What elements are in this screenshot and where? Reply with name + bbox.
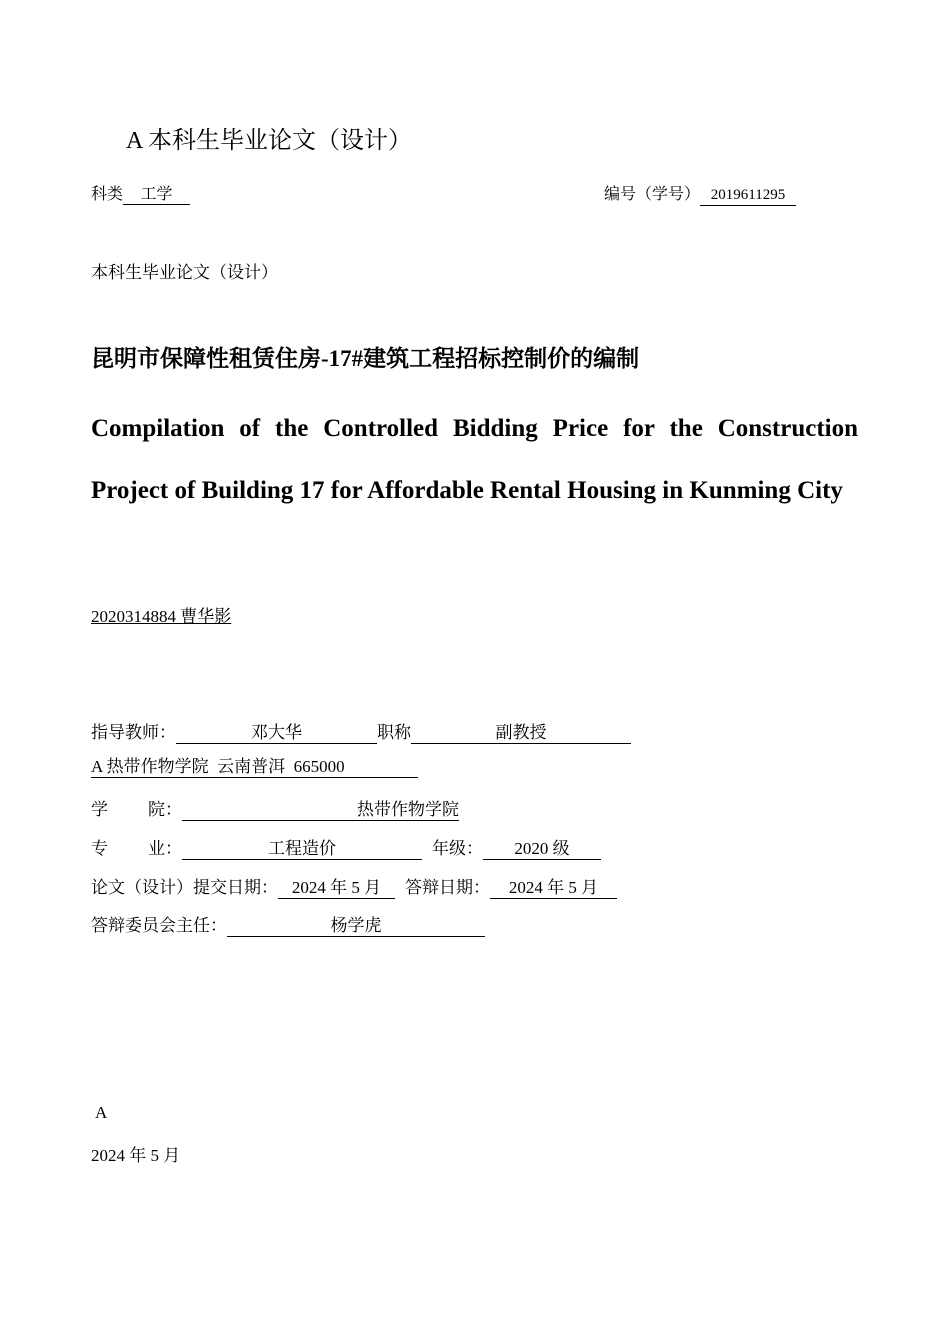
category-label: 科类: [91, 184, 124, 203]
serial-row: [604, 181, 796, 206]
major-label-b: 业：: [148, 839, 182, 858]
advisor-title-label: 职称: [377, 723, 411, 742]
footer-letter: A: [95, 1103, 108, 1122]
student-info: 2020314884 曹华影: [91, 607, 232, 626]
committee-value: 杨学虎: [227, 916, 485, 937]
document-heading: A 本科生毕业论文（设计）: [126, 128, 413, 154]
defense-date-value: 2024 年 5 月: [490, 878, 617, 899]
defense-date-label: 答辩日期：: [405, 878, 490, 897]
title-english: Compilation of the Controlled Bidding Price for the Construction Project of Building 17 for Affordable Rental Housing in Kunming City: [91, 415, 858, 504]
advisor-row: [91, 718, 631, 744]
affiliation-row: [91, 757, 418, 778]
dates-row: [91, 873, 617, 899]
advisor-name: 邓大华: [176, 723, 377, 744]
major-row: [91, 834, 601, 860]
college-value: 热带作物学院: [182, 800, 459, 821]
category-value: 工学: [123, 184, 190, 205]
committee-row: [91, 911, 485, 937]
affiliation-value: A 热带作物学院 云南普洱 665000: [91, 757, 418, 778]
grade-value: 2020 级: [483, 839, 601, 860]
committee-label: 答辩委员会主任：: [91, 916, 227, 935]
serial-label: 编号（学号）: [604, 184, 701, 203]
serial-value: 2019611295: [700, 185, 796, 206]
grade-label: 年级：: [432, 839, 483, 858]
major-value: 工程造价: [182, 839, 422, 860]
major-label-a: 专: [91, 839, 108, 858]
submit-date-value: 2024 年 5 月: [278, 878, 395, 899]
subheading: 本科生毕业论文（设计）: [91, 263, 278, 283]
advisor-title-value: 副教授: [411, 723, 631, 744]
title-chinese: 昆明市保障性租赁住房-17#建筑工程招标控制价的编制: [91, 346, 640, 371]
category-row: [91, 181, 190, 205]
college-label-b: 院：: [148, 800, 182, 819]
submit-date-label: 论文（设计）提交日期：: [91, 878, 278, 897]
footer-date: 2024 年 5 月: [91, 1146, 181, 1165]
advisor-label: 指导教师：: [91, 723, 176, 742]
college-label-a: 学: [91, 800, 108, 819]
college-row: [91, 795, 459, 821]
